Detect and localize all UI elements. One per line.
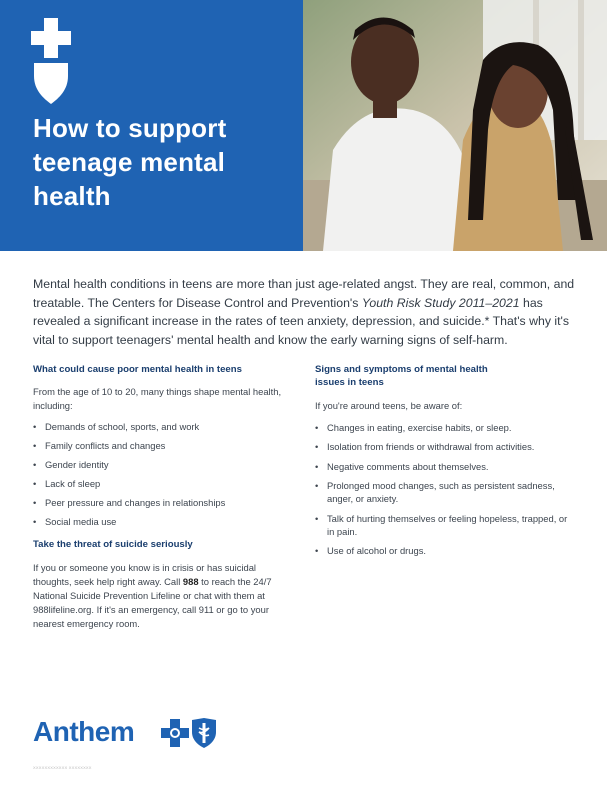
intro-paragraph [33,275,581,349]
right-column [315,363,577,564]
parent-teen-photo [303,0,607,251]
signs-lead: If you're around teens, be aware of: [315,400,463,411]
suicide-heading: Take the threat of suicide seriously [33,539,193,550]
list-item: • Prolonged mood changes, such as persistent sadness, anger, or anxiety. [315,479,577,505]
suicide-text: to reach the 24/7 National Suicide Prevention Lifeline or chat with them at 988lifeline.org. If it's an emergency, call 911 or go to your nearest emergency room. [33,576,272,629]
suicide-paragraph [33,561,295,631]
left-column [33,363,295,631]
document-code: XXXXXXXXXXXX XXXXXXXX [33,765,92,770]
blue-shield-icon [191,718,217,748]
brand-name: Anthem [33,716,135,747]
list-item: • Gender identity [33,458,295,471]
signs-heading [315,363,577,389]
title-line: teenage mental [33,147,226,177]
suicide-text: If you or someone you know is in crisis or has suicidal thoughts, seek help right away. Call [33,562,257,587]
intro-text: has revealed a significant increase in the rates of teen anxiety, depression, and suicide.* That's why it's vital to support teenagers' mental health and know the early warning signs of self-harm. [33,295,570,347]
hero-blue-panel [0,0,303,251]
cross-shield-icon [31,18,71,104]
heading-line: Signs and symptoms of mental health [315,364,488,375]
crisis-number: 988 [182,576,199,587]
study-name: Youth Risk Study 2011–2021 [361,295,520,310]
list-item: • Peer pressure and changes in relationships [33,496,295,509]
list-item: • Family conflicts and changes [33,439,295,452]
list-item: • Use of alcohol or drugs. [315,544,577,557]
list-item: • Social media use [33,515,295,528]
heading-line: issues in teens [315,377,384,388]
hero-banner [0,0,607,251]
list-item: • Isolation from friends or withdrawal from activities. [315,440,577,453]
title-line: How to support [33,113,227,143]
anthem-logo [33,716,233,748]
list-item: • Lack of sleep [33,477,295,490]
causes-lead: From the age of 10 to 20, many things shape mental health, including: [33,386,282,411]
list-item: • Changes in eating, exercise habits, or sleep. [315,421,577,434]
intro-text: Mental health conditions in teens are more than just age-related angst. They are real, common, and treatable. The Centers for Disease Control and Prevention's [33,277,575,310]
list-item: • Negative comments about themselves. [315,460,577,473]
signs-list [315,421,577,558]
list-item: • Talk of hurting themselves or feeling hopeless, trapped, or in pain. [315,512,577,538]
causes-heading: What could cause poor mental health in teens [33,364,242,375]
hero-photo [303,0,607,251]
list-item: • Demands of school, sports, and work [33,420,295,433]
title-line: health [33,181,111,211]
blue-cross-icon [161,719,189,747]
causes-list [33,420,295,528]
page-title [33,111,293,213]
